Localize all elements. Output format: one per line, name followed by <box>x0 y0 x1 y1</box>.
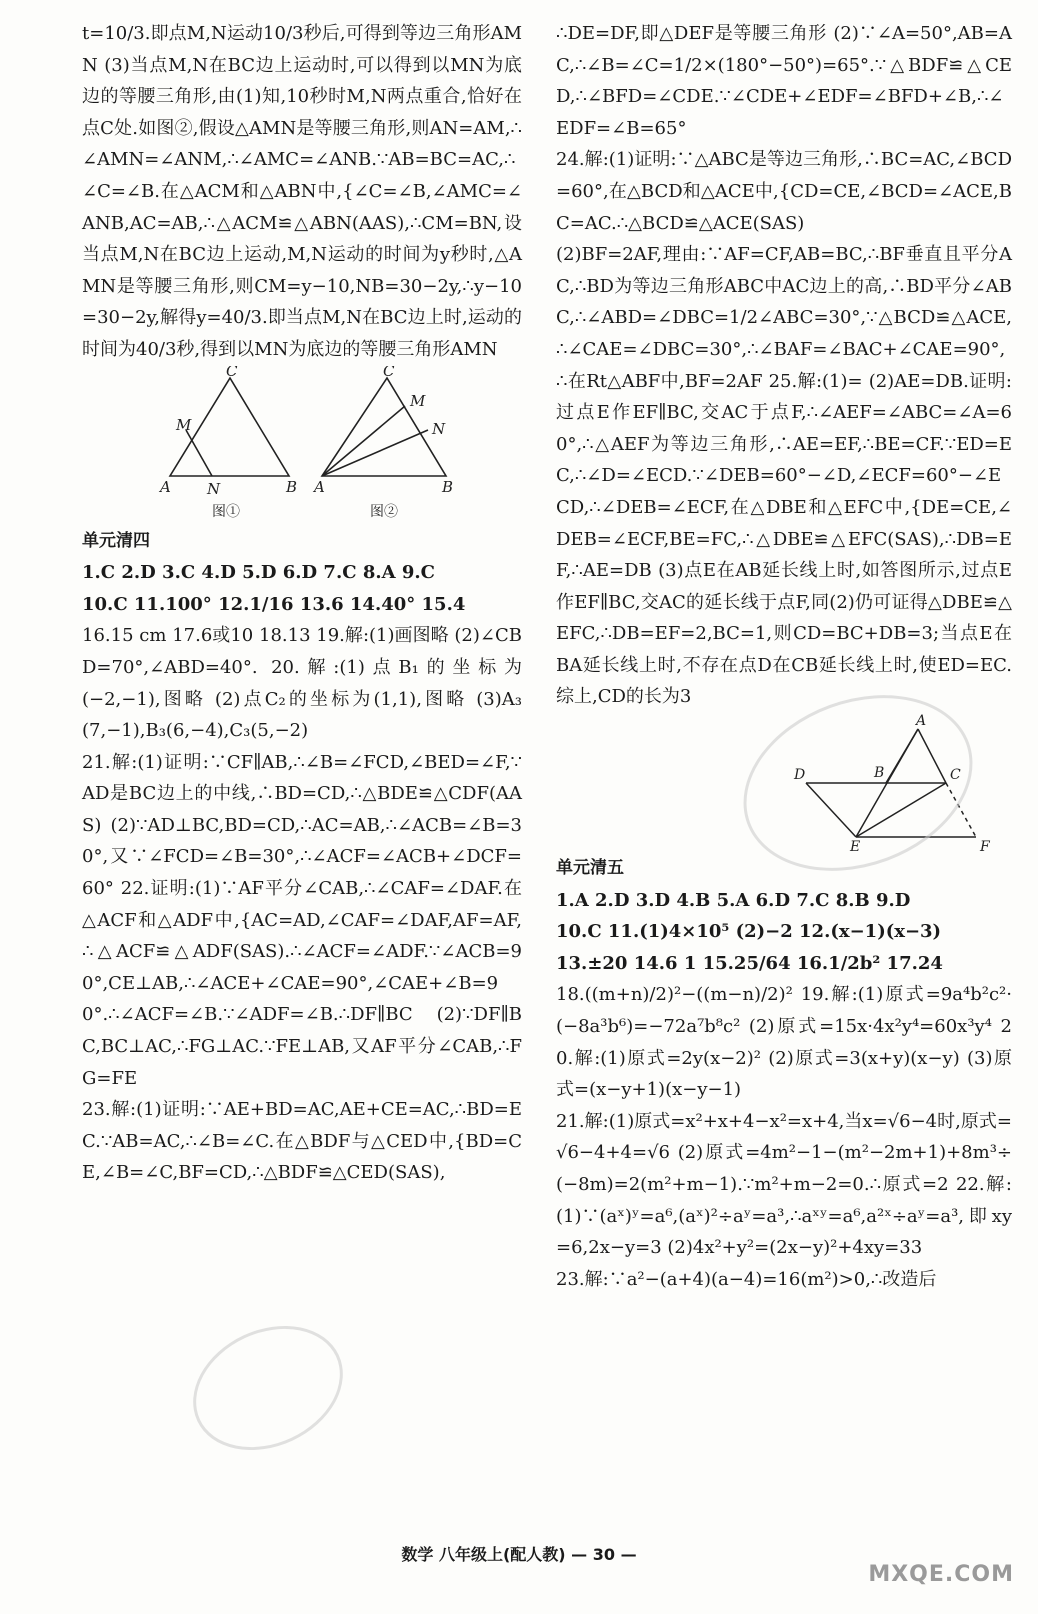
label-d-25: D <box>794 767 806 784</box>
label-c-2: C <box>383 365 395 380</box>
right-column <box>556 18 1012 1295</box>
label-f-25: F <box>980 839 990 854</box>
right-paragraph-5: 21.解:(1)原式=x²+x+4−x²=x+4,当x=√6−4时,原式=√6−4+4=√6 (2)原式=4m²−1−(m²−2m+1)+8m³÷(−8m)=2(m²+m−1).∵m²+m−2=0.∴原式=2 22.解:(1)∵(aˣ)ʸ=a⁶,(aˣ)²÷aʸ=a³,∴aˣʸ=a⁶,a²ˣ÷aʸ=a³,即xy=6,2x−y=3 (2)4x²+y²=(2x−y)²+4xy=33 <box>556 1110 1012 1259</box>
left-paragraph-4: 23.解:(1)证明:∵AE+BD=AC,AE+CE=AC,∴BD=EC.∵AB=AC,∴∠B=∠C.在△BDF与△CED中,{BD=CE,∠B=∠C,BF=CD,∴△BDF≌△CED(SAS), <box>82 1099 522 1184</box>
answers5-line-3: 13.±20 14.6 1 15.25/64 16.1/2b² 17.24 <box>556 952 943 974</box>
left-paragraph-1: t=10/3.即点M,N运动10/3秒后,可得到等边三角形AMN (3)当点M,N在BC边上运动时,可以得到以MN为底边的等腰三角形,由(1)知,10秒时M,N两点重合,恰好在点C处.如图②,假设△AMN是等腰三角形,则AN=AM,∴∠AMN=∠ANM,∴∠AMC=∠ANB.∵AB=BC=AC,∴∠C=∠B.在△ACM和△ABN中,{∠C=∠B,∠AMC=∠ANB,AC=AB,∴△ACM≌△ABN(AAS),∴CM=BN,设当点M,N在BC边上运动,M,N运动的时间为y秒时,△AMN是等腰三角形,则CM=y−10,NB=30−2y,∴y−10=30−2y,解得y=40/3.即当点M,N在BC边上时,运动的时间为40/3秒,得到以MN为底边的等腰三角形AMN <box>82 23 522 360</box>
label-e-25: E <box>850 839 861 854</box>
label-b-2: B <box>442 477 454 496</box>
segment-mn <box>186 430 212 476</box>
label-a-25: A <box>916 713 927 730</box>
right-paragraph-4: 18.((m+n)/2)²−((m−n)/2)² 19.解:(1)原式=9a⁴b²c²·(−8a³b⁶)=−72a⁷b⁸c² (2)原式=15x·4x²y⁴=60x³y⁴ 20.解:(1)原式=2y(x−2)² (2)原式=3(x+y)(x−y) (3)原式=(x−y+1)(x−y−1) <box>556 984 1012 1101</box>
left-paragraph-2: 16.15 cm 17.6或10 18.13 19.解:(1)画图略 (2)∠CBD=70°,∠ABD=40°. 20.解:(1)点B₁的坐标为(−2,−1),图略 (2)点C₂的坐标为(1,1),图略 (3)A₃(7,−1),B₃(6,−4),C₃(5,−2) <box>82 625 522 742</box>
triangle-figures <box>82 366 522 526</box>
page-footer: 数学 八年级上(配人教) — 30 — <box>401 1545 637 1564</box>
label-b-1: B <box>286 477 298 496</box>
section-title-4: 单元清四 <box>82 530 150 551</box>
answers-line-2: 10.C 11.100° 12.1/16 13.6 14.40° 15.4 <box>82 593 466 615</box>
label-a-1: A <box>160 477 171 496</box>
right-paragraph-3: (2)BF=2AF,理由:∵AF=CF,AB=BC,∴BF垂直且平分AC,∴BD为等边三角形ABC中AC边上的高,∴BD平分∠ABC,∴∠ABD=∠DBC=1/2∠ABC=30°,∵△BCD≌△ACE,∴∠CAE=∠DBC=30°,∴∠BAF=∠BAC+∠CAE=90°,∴在Rt△ABF中,BF=2AF 25.解:(1)= (2)AE=DB.证明:过点E作EF∥BC,交AC于点F,∴∠AEF=∠ABC=∠A=60°,∴△AEF为等边三角形,∴AE=EF,∴BE=CF.∵ED=EC,∴∠D=∠ECD.∵∠DEB=60°−∠D,∠ECF=60°−∠ECD,∴∠DEB=∠ECF,在△DBE和△EFC中,{DE=CE,∠DEB=∠ECF,BE=FC,∴△DBE≌△EFC(SAS),∴DB=EF,∴AE=DB (3)点E在AB延长线上时,如答图所示,过点E作EF∥BC,交AC的延长线于点F,同(2)仍可证得△DBE≌△EFC,∴DB=EF=2,BC=1,则CD=BC+DB=3;当点E在BA延长线上时,不存在点D在CB延长线上时,使ED=EC.综上,CD的长为3 <box>556 244 1012 708</box>
answers-line-1: 1.C 2.D 3.C 4.D 5.D 6.D 7.C 8.A 9.C <box>82 562 435 584</box>
left-column <box>82 18 522 1189</box>
label-a-2: A <box>314 477 325 496</box>
left-paragraph-3: 21.解:(1)证明:∵CF∥AB,∴∠B=∠FCD,∠BED=∠F,∵AD是BC边上的中线,∴BD=CD,∴△BDE≌△CDF(AAS) (2)∵AD⊥BC,BD=CD,∴AC=AB,∴∠ACB=∠B=30°,又∵∠FCD=∠B=30°,∴∠ACF=∠ACB+∠DCF=60° 22.证明:(1)∵AF平分∠CAB,∴∠CAF=∠DAF.在△ACF和△ADF中,{AC=AD,∠CAF=∠DAF,AF=AF,∴△ACF≌△ADF(SAS).∴∠ACF=∠ADF.∵∠ACB=90°,CE⊥AB,∴∠ACE+∠CAE=90°,∠CAE+∠B=90°.∴∠ACF=∠B.∵∠ADF=∠B.∴DF∥BC (2)∵DF∥BC,BC⊥AC,∴FG⊥AC.∵FE⊥AB,又AF平分∠CAB,∴FG=FE <box>82 751 522 1089</box>
answers5-line-1: 1.A 2.D 3.D 4.B 5.A 6.D 7.C 8.B 9.D <box>556 889 911 911</box>
answers5-line-2: 10.C 11.(1)4×10⁵ (2)−2 12.(x−1)(x−3) <box>556 921 942 943</box>
site-watermark: MXQE.COM <box>868 1562 1014 1587</box>
section-title-5: 单元清五 <box>556 858 624 879</box>
faint-stamp-left <box>173 1302 363 1473</box>
fig1-caption: 图① <box>212 503 240 520</box>
right-paragraph-6: 23.解:∵a²−(a+4)(a−4)=16(m²)>0,∴改造后 <box>556 1268 937 1290</box>
label-c-25: C <box>950 767 961 784</box>
label-b-25: B <box>874 765 885 782</box>
label-c-1: C <box>226 365 238 380</box>
segment-am <box>322 406 405 476</box>
right-paragraph-2: 24.解:(1)证明:∵△ABC是等边三角形,∴BC=AC,∠BCD=60°,在△BCD和△ACE中,{CD=CE,∠BCD=∠ACE,BC=AC.∴△BCD≌△ACE(SAS) <box>556 149 1012 234</box>
label-n-2: N <box>432 419 446 438</box>
right-paragraph-1: ∴DE=DF,即△DEF是等腰三角形 (2)∵∠A=50°,AB=AC,∴∠B=∠C=1/2×(180°−50°)=65°.∵△BDF≌△CED,∴∠BFD=∠CDE.∵∠CDE+∠EDF=∠BFD+∠B,∴∠EDF=∠B=65° <box>556 23 1012 139</box>
figures-1-2 <box>82 366 522 526</box>
label-m-1: M <box>176 415 192 434</box>
label-m-2: M <box>410 391 426 410</box>
fig2-caption: 图② <box>370 503 398 520</box>
label-n-1: N <box>207 479 221 498</box>
